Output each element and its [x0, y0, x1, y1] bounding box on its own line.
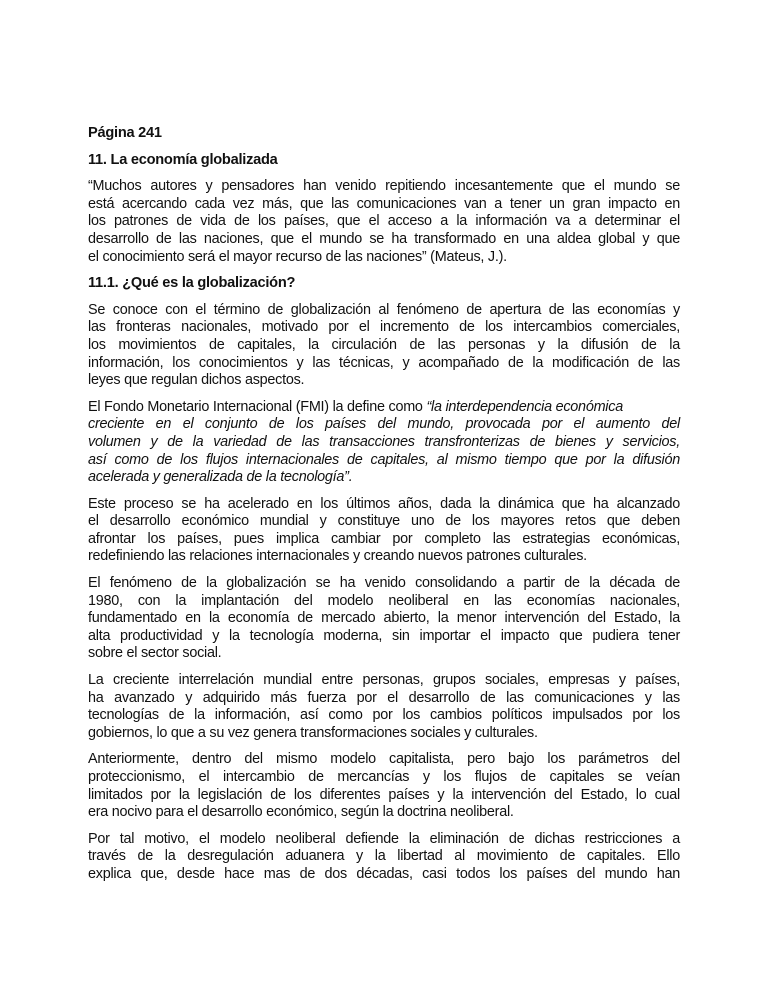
text-line: “Muchos autores y pensadores han venido repitiendo incesantemente que el mundo se	[88, 178, 680, 195]
text-line: las fronteras nacionales, motivado por el incremento de los intercambios comerciales,	[88, 319, 680, 336]
text-line: volumen y de la variedad de las transacciones transfronterizas de bienes y servicios,	[88, 433, 680, 450]
text-line: alta productividad y la tecnología moderna, sin importar el impacto que pudiera tener	[88, 627, 680, 644]
text-line: leyes que regulan dichos aspectos.	[88, 372, 305, 389]
subsection-title: 11.1. ¿Qué es la globalización?	[88, 275, 296, 292]
paragraph-phenomenon	[88, 575, 680, 663]
fmi-first-line	[88, 399, 680, 417]
text-line: través de la desregulación aduanera y la libertad al movimiento de capitales. Ello	[88, 848, 680, 865]
text-line: información, los conocimientos y las técnicas, y acompañado de la modificación de las	[88, 354, 680, 371]
text-line: los movimientos de capitales, la circulación de las personas y la difusión de la	[88, 336, 680, 353]
text-line: proteccionismo, el intercambio de mercancías y los flujos de capitales se veían	[88, 769, 680, 785]
text-line: explica que, desde hace mas de dos décadas, casi todos los países del mundo han	[88, 865, 680, 882]
fmi-quote	[88, 416, 680, 486]
document-body	[88, 125, 680, 893]
fmi-quote-start: “la interdependencia económica	[426, 398, 623, 415]
paragraph-previously	[88, 751, 680, 821]
text-line: acelerada y generalizada de la tecnología”.	[88, 469, 353, 486]
text-line: gobiernos, lo que a su vez genera transformaciones sociales y culturales.	[88, 724, 538, 741]
paragraph-definition	[88, 302, 680, 390]
fmi-intro: El Fondo Monetario Internacional (FMI) la define como	[88, 398, 427, 415]
text-line: el conocimiento será el mayor recurso de las naciones” (Mateus, J.).	[88, 248, 507, 265]
text-line: fundamentado en la economía de mercado abierto, la menor intervención del Estado, la	[88, 610, 680, 627]
text-line: Por tal motivo, el modelo neoliberal defiende la eliminación de dichas restricciones a	[88, 830, 680, 847]
text-line: era nocivo para el desarrollo económico, según la doctrina neoliberal.	[88, 804, 514, 821]
text-line: tecnologías de la información, así como por los cambios políticos impulsados por los	[88, 707, 680, 724]
text-line: ha avanzado y adquirido más fuerza por el desarrollo de las comunicaciones y las	[88, 689, 680, 706]
text-line: 1980, con la implantación del modelo neoliberal en las economías nacionales,	[88, 592, 680, 609]
section-title: 11. La economía globalizada	[88, 151, 278, 168]
text-line: el desarrollo económico mundial y constituye uno de los mayores retos que deben	[88, 513, 680, 530]
paragraph-fmi	[88, 399, 680, 487]
text-line: limitados por la legislación de los diferentes países y la intervención del Estado, lo cual	[88, 786, 680, 803]
text-line: está acercando cada vez más, que las comunicaciones van a tener un gran impacto en	[88, 195, 680, 212]
text-line: los patrones de vida de los países, que el acceso a la información va a determinar el	[88, 213, 680, 230]
text-line: desarrollo de las naciones, que el mundo se ha transformado en una aldea global y que	[88, 230, 680, 247]
text-line: así como de los flujos internacionales de capitales, al mismo tiempo que por la difusión	[88, 451, 680, 468]
text-line: creciente en el conjunto de los países del mundo, provocada por el aumento del	[88, 416, 680, 433]
text-line: Este proceso se ha acelerado en los últimos años, dada la dinámica que ha alcanzado	[88, 495, 680, 512]
text-line: Anteriormente, dentro del mismo modelo capitalista, pero bajo los parámetros del	[88, 751, 680, 768]
quote-paragraph	[88, 178, 680, 266]
text-line: Se conoce con el término de globalización al fenómeno de apertura de las economías y	[88, 301, 680, 318]
page-label: Página 241	[88, 125, 162, 141]
paragraph-interrelation	[88, 672, 680, 742]
paragraph-neoliberal	[88, 831, 680, 884]
text-line: El fenómeno de la globalización se ha venido consolidando a partir de la década de	[88, 575, 680, 592]
text-line: afrontar los países, pues implica cambiar por completo las estrategias económicas,	[88, 530, 680, 547]
paragraph-process	[88, 496, 680, 566]
text-line: La creciente interrelación mundial entre personas, grupos sociales, empresas y países,	[88, 672, 680, 689]
text-line: redefiniendo las relaciones internacionales y creando nuevos patrones culturales.	[88, 548, 587, 565]
text-line: sobre el sector social.	[88, 645, 222, 662]
